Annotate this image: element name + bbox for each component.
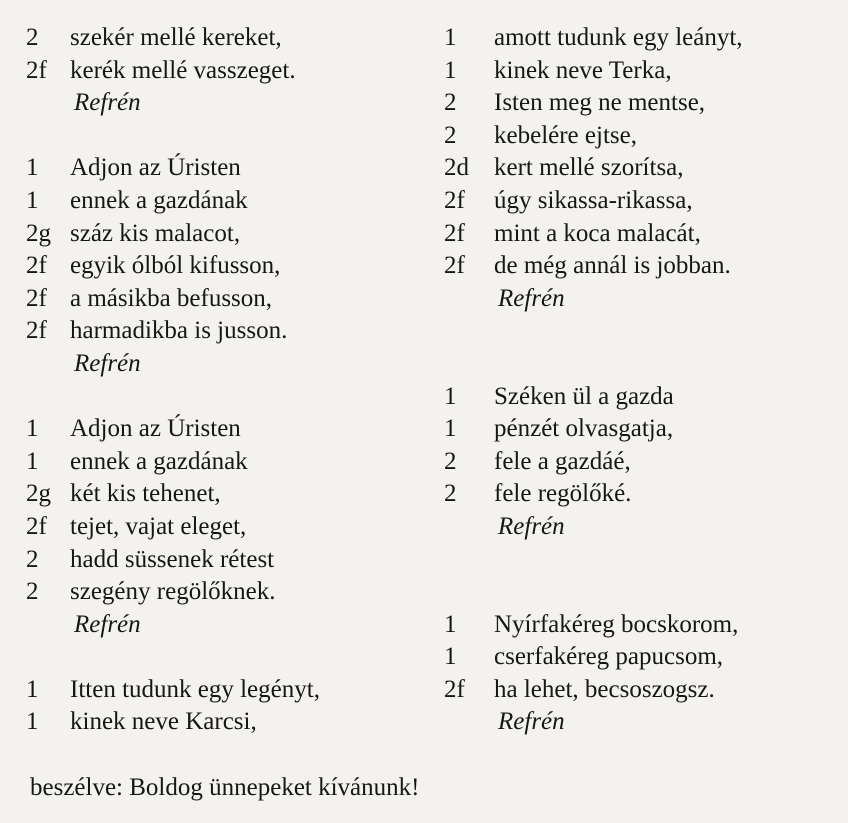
verse-text: száz kis malacot, bbox=[70, 219, 241, 247]
melody-variant-number: 2f bbox=[444, 252, 465, 280]
melody-variant-number: 2f bbox=[26, 512, 47, 540]
verse-text: tejet, vajat eleget, bbox=[70, 512, 247, 540]
melody-variant-number: 1 bbox=[26, 708, 39, 736]
verse-line bbox=[444, 218, 844, 251]
verse-text: ha lehet, becsoszogsz. bbox=[494, 675, 715, 703]
refrain-label: Refrén bbox=[498, 708, 565, 736]
verse-line bbox=[444, 609, 844, 642]
melody-variant-number: 2 bbox=[444, 121, 457, 149]
verse-line bbox=[26, 674, 426, 707]
verse-text: kert mellé szorítsa, bbox=[494, 154, 684, 182]
left-column bbox=[26, 22, 426, 739]
refrain-label: Refrén bbox=[498, 512, 565, 540]
melody-variant-number: 1 bbox=[26, 415, 39, 443]
verse-text: szekér mellé kereket, bbox=[70, 24, 282, 51]
melody-variant-number: 2f bbox=[444, 219, 465, 247]
verse-text: fele regölőké. bbox=[494, 480, 632, 508]
verse-line bbox=[444, 55, 844, 88]
verse-line bbox=[26, 152, 426, 185]
verse-line bbox=[26, 544, 426, 577]
melody-variant-number: 2f bbox=[26, 317, 47, 345]
verse-line bbox=[444, 152, 844, 185]
verse-line bbox=[26, 283, 426, 316]
verse-text: hadd süssenek rétest bbox=[70, 545, 275, 573]
verse-line bbox=[26, 218, 426, 251]
melody-variant-number: 1 bbox=[26, 447, 39, 475]
refrain-line bbox=[26, 87, 426, 120]
refrain-line bbox=[444, 706, 844, 739]
melody-variant-number: 2f bbox=[26, 252, 47, 280]
verse-text: Széken ül a gazda bbox=[494, 382, 674, 410]
melody-variant-number: 2g bbox=[26, 480, 51, 508]
verse-line bbox=[26, 413, 426, 446]
stanza-gap bbox=[26, 381, 426, 414]
verse-line bbox=[26, 315, 426, 348]
verse-text: egyik ólból kifusson, bbox=[70, 252, 281, 280]
stanza-gap bbox=[26, 120, 426, 153]
melody-variant-number: 2f bbox=[26, 56, 47, 84]
verse-text: de még annál is jobban. bbox=[494, 252, 731, 280]
verse-line bbox=[444, 381, 844, 414]
melody-variant-number: 2 bbox=[444, 480, 457, 508]
verse-text: Adjon az Úristen bbox=[70, 415, 241, 443]
spoken-footer: beszélve: Boldog ünnepeket kívánunk! bbox=[30, 774, 420, 801]
melody-variant-number: 1 bbox=[444, 56, 457, 84]
verse-text: cserfakéreg papucsom, bbox=[494, 643, 724, 671]
refrain-label: Refrén bbox=[74, 610, 141, 638]
stanza-gap bbox=[444, 315, 844, 348]
refrain-line bbox=[26, 609, 426, 642]
verse-text: Adjon az Úristen bbox=[70, 154, 241, 182]
verse-line bbox=[26, 446, 426, 479]
melody-variant-number: 1 bbox=[444, 24, 457, 51]
verse-text: Itten tudunk egy legényt, bbox=[70, 675, 320, 703]
verse-line bbox=[26, 55, 426, 88]
verse-text: harmadikba is jusson. bbox=[70, 317, 288, 345]
verse-text: kerék mellé vasszeget. bbox=[70, 56, 296, 84]
verse-line bbox=[444, 87, 844, 120]
melody-variant-number: 1 bbox=[26, 675, 39, 703]
verse-text: ennek a gazdának bbox=[70, 186, 248, 214]
refrain-line bbox=[26, 348, 426, 381]
refrain-label: Refrén bbox=[498, 284, 565, 312]
refrain-line bbox=[444, 511, 844, 544]
melody-variant-number: 2g bbox=[26, 219, 51, 247]
melody-variant-number: 1 bbox=[444, 643, 457, 671]
verse-text: kinek neve Karcsi, bbox=[70, 708, 257, 736]
melody-variant-number: 2 bbox=[26, 578, 39, 606]
verse-text: úgy sikassa-rikassa, bbox=[494, 186, 693, 214]
verse-text: ennek a gazdának bbox=[70, 447, 248, 475]
verse-text: a másikba befusson, bbox=[70, 284, 273, 312]
refrain-label: Refrén bbox=[74, 89, 141, 117]
melody-variant-number: 1 bbox=[26, 154, 39, 182]
melody-variant-number: 1 bbox=[444, 415, 457, 443]
verse-text: szegény regölőknek. bbox=[70, 578, 276, 606]
verse-line bbox=[444, 446, 844, 479]
verse-line bbox=[26, 511, 426, 544]
verse-line bbox=[444, 250, 844, 283]
verse-line bbox=[444, 185, 844, 218]
verse-text: mint a koca malacát, bbox=[494, 219, 701, 247]
verse-line bbox=[444, 22, 844, 55]
verse-line bbox=[444, 641, 844, 674]
melody-variant-number: 2f bbox=[444, 186, 465, 214]
verse-line bbox=[444, 120, 844, 153]
melody-variant-number: 2 bbox=[444, 447, 457, 475]
refrain-line bbox=[444, 283, 844, 316]
verse-text: Isten meg ne mentse, bbox=[494, 89, 706, 117]
stanza-gap bbox=[444, 576, 844, 609]
verse-text: kinek neve Terka, bbox=[494, 56, 672, 84]
melody-variant-number: 2 bbox=[26, 545, 39, 573]
melody-variant-number: 2d bbox=[444, 154, 469, 182]
verse-line bbox=[444, 674, 844, 707]
verse-text: Nyírfakéreg bocskorom, bbox=[494, 610, 739, 638]
stanza-gap bbox=[444, 544, 844, 577]
verse-line bbox=[26, 706, 426, 739]
verse-text: kebelére ejtse, bbox=[494, 121, 637, 149]
verse-text: fele a gazdáé, bbox=[494, 447, 631, 475]
verse-line bbox=[444, 478, 844, 511]
melody-variant-number: 2 bbox=[444, 89, 457, 117]
verse-text: két kis tehenet, bbox=[70, 480, 221, 508]
melody-variant-number: 2 bbox=[26, 24, 39, 51]
refrain-label: Refrén bbox=[74, 349, 141, 377]
verse-line bbox=[26, 576, 426, 609]
melody-variant-number: 2f bbox=[444, 675, 465, 703]
verse-text: pénzét olvasgatja, bbox=[494, 415, 674, 443]
stanza-gap bbox=[26, 641, 426, 674]
stanza-gap bbox=[444, 348, 844, 381]
melody-variant-number: 2f bbox=[26, 284, 47, 312]
verse-line bbox=[26, 478, 426, 511]
right-column bbox=[444, 22, 844, 739]
verse-line bbox=[26, 22, 426, 55]
melody-variant-number: 1 bbox=[26, 186, 39, 214]
verse-line bbox=[444, 413, 844, 446]
verse-text: amott tudunk egy leányt, bbox=[494, 24, 743, 51]
verse-line bbox=[26, 250, 426, 283]
melody-variant-number: 1 bbox=[444, 382, 457, 410]
verse-line bbox=[26, 185, 426, 218]
melody-variant-number: 1 bbox=[444, 610, 457, 638]
